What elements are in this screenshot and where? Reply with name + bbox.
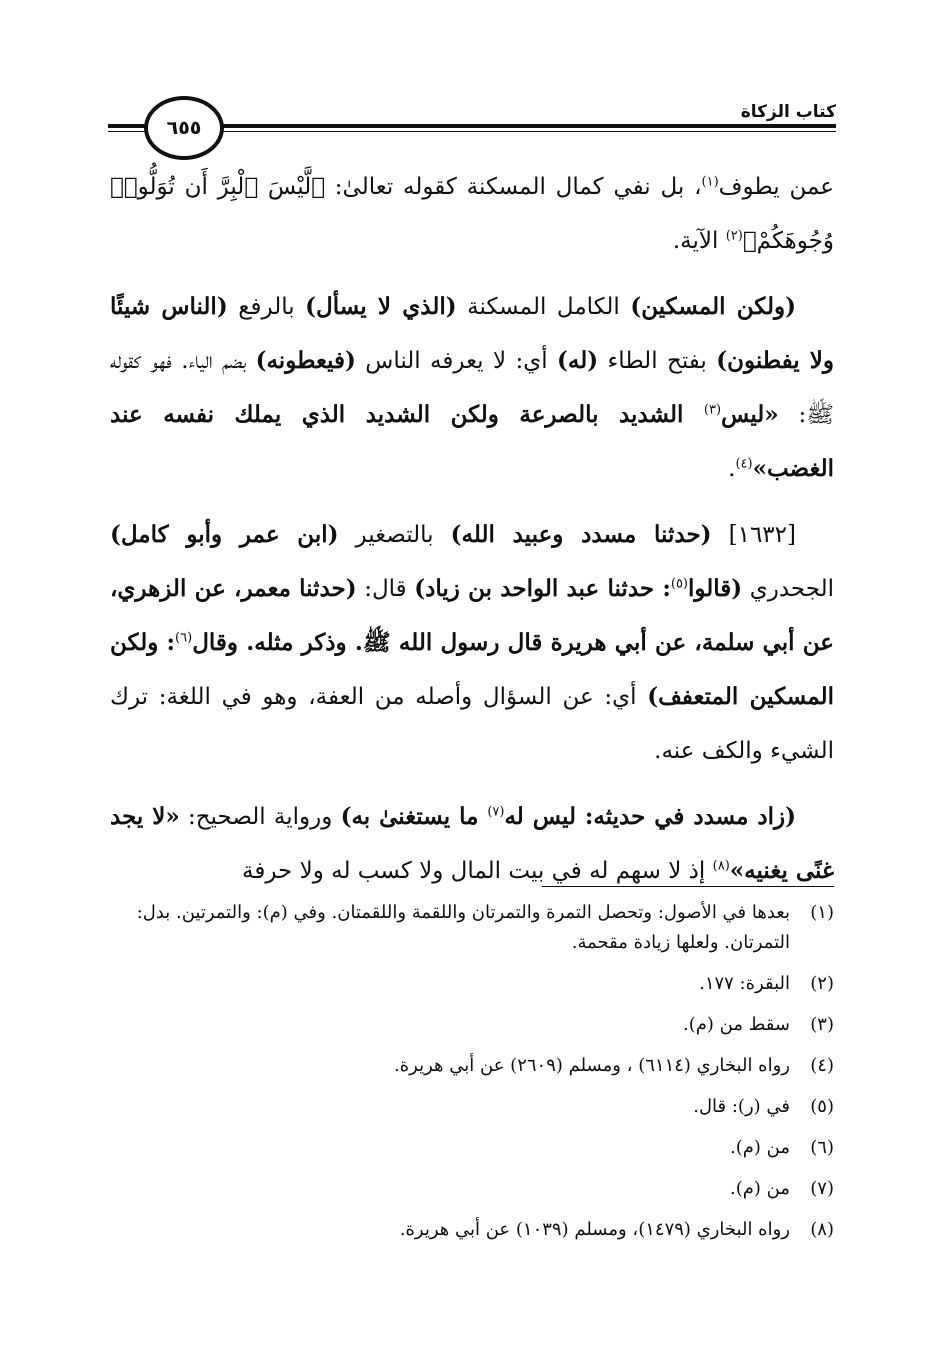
text-run: إذ لا سهم له في بيت المال ولا كسب له ولا حرفة: [242, 858, 713, 884]
page-number: ٦٥٥: [144, 96, 224, 160]
bold-run: «لا يجد غنًى يغنيه»: [110, 803, 834, 884]
footnote-separator: [542, 886, 834, 887]
bold-run: (ابن عمر وأبو كامل): [110, 521, 339, 548]
text-run: بالرفع: [227, 294, 306, 320]
footnote: [110, 1215, 834, 1245]
footnote-text: في (ر): قال.: [693, 1096, 790, 1117]
footnote: [110, 1051, 834, 1081]
footnote: [110, 1010, 834, 1040]
bold-run: (له): [557, 347, 599, 374]
paragraph-3: [110, 508, 834, 778]
text-run: الآية.: [672, 228, 726, 254]
bold-run: (الذي لا يسأل): [305, 293, 457, 320]
footnote-number: (١): [810, 902, 834, 923]
footnote-text: البقرة: ١٧٧.: [699, 973, 790, 994]
footnote-text: سقط من (م).: [683, 1014, 790, 1035]
text-run: .: [728, 456, 736, 482]
footnote: [110, 898, 834, 958]
footnote-number: (٦): [810, 1137, 834, 1158]
text-run: ، بل نفي كمال المسكنة كقوله تعالىٰ: ﴿لَّيْسَ ٱلْبِرَّ أَن تُوَلُّوا۟ وُجُوهَكُمْ﴾: [110, 174, 834, 254]
footnote-ref: (٢): [725, 228, 743, 244]
bold-run: (حدثنا معمر، عن الزهري، عن أبي سلمة، عن أبي هريرة قال رسول الله ﷺ. وذكر مثله. وقال: [110, 575, 834, 656]
bold-run: (زاد مسدد في حديثه: ليس له: [504, 803, 797, 830]
text-run: الكامل المسكنة: [456, 294, 631, 320]
bold-run: (ولكن المسكين): [630, 293, 797, 320]
footnote-number: (٢): [810, 973, 834, 994]
text-run: أي: عن السؤال وأصله من العفة، وهو في اللغة: ترك الشيء والكف عنه.: [110, 684, 834, 764]
footnote-number: (٨): [810, 1219, 834, 1240]
bold-run: (حدثنا مسدد وعبيد الله): [450, 521, 712, 548]
bold-run: (الناس شيئًا ولا يفطنون): [110, 293, 834, 374]
footnote: [110, 1092, 834, 1122]
footnote-text: رواه البخاري (٦١١٤) ، ومسلم (٢٦٠٩) عن أبي هريرة.: [394, 1055, 790, 1076]
footnote-ref: (٦): [175, 630, 193, 646]
footnote: [110, 1174, 834, 1204]
footnote-number: (٥): [810, 1096, 834, 1117]
main-text: [110, 160, 834, 910]
footnote-number: (٧): [810, 1178, 834, 1199]
text-run: الجحدري: [742, 576, 834, 602]
bold-run: الشديد بالصرعة ولكن الشديد الذي يملك نفسه عند الغضب»: [110, 401, 834, 482]
bold-run: (فيعطونه): [255, 347, 356, 374]
footnote-number: (٤): [810, 1055, 834, 1076]
footnote-ref: (٣): [703, 402, 722, 418]
bold-run: (قالوا: [688, 575, 743, 602]
text-run: عمن يطوف: [718, 174, 834, 200]
footnote-text: بعدها في الأصول: وتحصل التمرة والتمرتان واللقمة واللقمتان. وفي (م): والتمرتين. بدل: التمرتان. ولعلها زيادة مقحمة.: [136, 902, 790, 953]
hadith-number: [١٦٣٢]: [711, 522, 796, 548]
text-run: ورواية الصحيح:: [179, 804, 341, 830]
footnote-text: من (م).: [730, 1178, 790, 1199]
footnote-ref: (٤): [735, 456, 753, 472]
book-title: كتاب الزكاة: [729, 102, 836, 122]
bold-run: : ولكن المسكين المتعفف): [110, 629, 834, 710]
text-run: قال:: [356, 576, 415, 602]
footnote-number: (٣): [810, 1014, 834, 1035]
footnote-ref: (٨): [712, 858, 730, 874]
footnote: [110, 1133, 834, 1163]
footnote-ref: (٧): [487, 804, 505, 820]
bold-run: ما يستغنىٰ به): [340, 803, 488, 830]
footnote-text: من (م).: [730, 1137, 790, 1158]
paragraph-1: [110, 160, 834, 268]
page-header: [108, 96, 836, 166]
footnote: [110, 969, 834, 999]
paragraph-4: [110, 790, 834, 898]
text-run: بالتصغير: [338, 522, 451, 548]
text-run: بفتح الطاء: [598, 348, 717, 374]
footnote-ref: (٥): [670, 576, 688, 592]
footnote-ref: (١): [701, 174, 719, 190]
text-run: بضم الياء. فهو كقوله ﷺ:: [110, 348, 834, 428]
footnote-text: رواه البخاري (١٤٧٩)، ومسلم (١٠٣٩) عن أبي هريرة.: [399, 1219, 790, 1240]
bold-run: : حدثنا عبد الواحد بن زياد): [414, 575, 671, 602]
footnotes: [110, 898, 834, 1256]
bold-run: «ليس: [721, 401, 779, 428]
paragraph-2: [110, 280, 834, 496]
text-run: أي: لا يعرفه الناس: [355, 348, 557, 374]
